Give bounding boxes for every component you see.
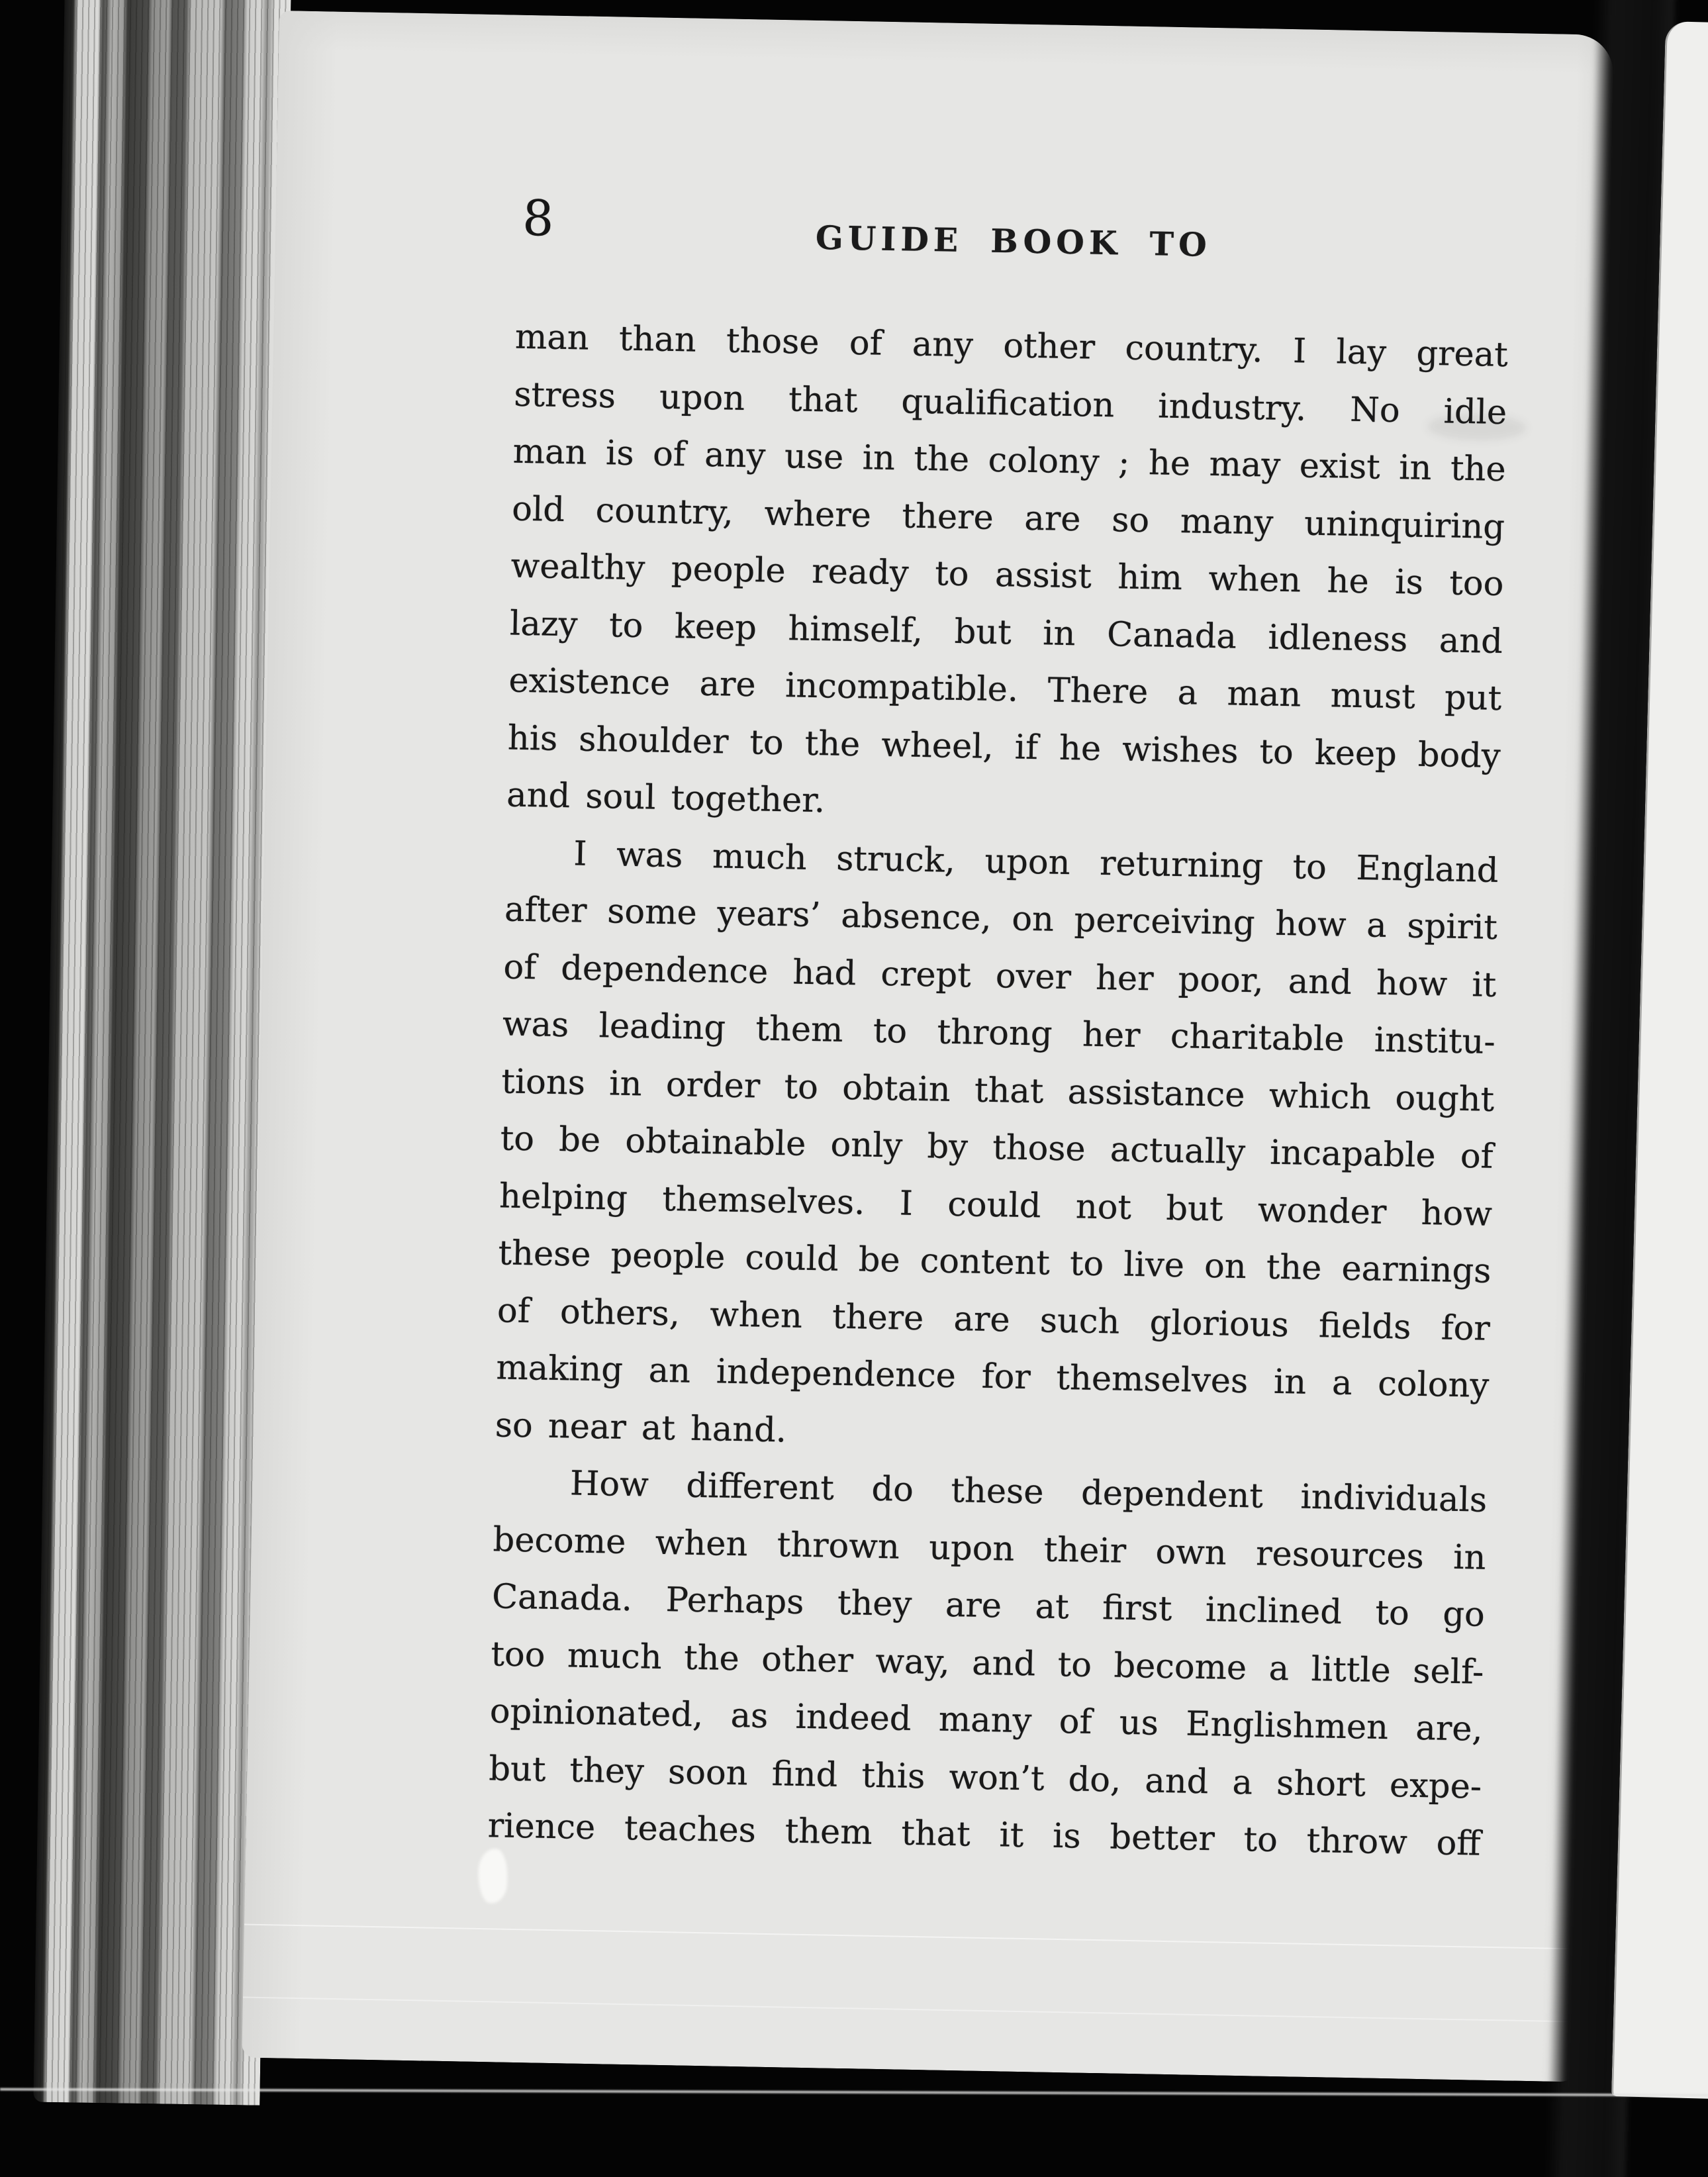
text-line: become when thrown upon their own resources in xyxy=(493,1520,1486,1578)
page-header xyxy=(516,189,1511,289)
text-line: man than those of any other country. I lay great xyxy=(514,317,1509,375)
text-line: old country, where there are so many uninquiring xyxy=(511,489,1505,547)
text-line: I was much struck, upon returning to England xyxy=(573,834,1499,891)
body-text xyxy=(487,309,1509,1874)
text-line: after some years’ absence, on perceiving how a spirit xyxy=(504,890,1498,947)
text-line: his shoulder to the wheel, if he wishes to keep body xyxy=(507,718,1501,776)
text-line: was leading them to throng her charitable institu- xyxy=(502,1004,1496,1062)
scan-scratch-line xyxy=(243,1996,1578,2022)
text-line: man is of any use in the colony ; he may exist in the xyxy=(512,432,1507,490)
text-line: of dependence had crept over her poor, and how it xyxy=(503,947,1497,1005)
text-line: existence are incompatible. There a man must put xyxy=(508,661,1502,719)
text-line: wealthy people ready to assist him when he is too xyxy=(510,546,1504,605)
text-line: lazy to keep himself, but in Canada idleness and xyxy=(509,604,1503,661)
text-line: tions in order to obtain that assistance which ought xyxy=(500,1061,1495,1120)
text-line: and soul together. xyxy=(506,775,826,821)
text-line: making an independence for themselves in a colony xyxy=(495,1348,1490,1406)
book-page xyxy=(242,11,1613,2082)
running-header: GUIDE BOOK TO xyxy=(815,218,1212,264)
text-line: too much the other way, and to become a little self- xyxy=(491,1634,1484,1692)
text-line: these people could be content to live on the earnings xyxy=(498,1234,1492,1291)
scan-scratch-line xyxy=(244,1924,1579,1950)
paper-flaw-spot xyxy=(478,1849,508,1904)
text-line: rience teaches them that it is better to throw off xyxy=(487,1806,1482,1864)
text-line: of others, when there are such glorious fields for xyxy=(497,1290,1491,1349)
text-line: Canada. Perhaps they are at first inclined to go xyxy=(491,1577,1486,1635)
text-line: How different do these dependent individuals xyxy=(569,1464,1488,1520)
text-line: but they soon find this won’t do, and a short expe- xyxy=(488,1749,1482,1807)
text-line: opinionated, as indeed many of us Englishmen are, xyxy=(489,1692,1484,1749)
page-number: 8 xyxy=(522,189,555,248)
text-line: helping themselves. I could not but wonder how xyxy=(498,1176,1493,1234)
text-line: to be obtainable only by those actually incapable of xyxy=(500,1119,1494,1177)
text-line: so near at hand. xyxy=(495,1405,787,1450)
text-line: stress upon that qualification industry. No idle xyxy=(513,375,1507,432)
